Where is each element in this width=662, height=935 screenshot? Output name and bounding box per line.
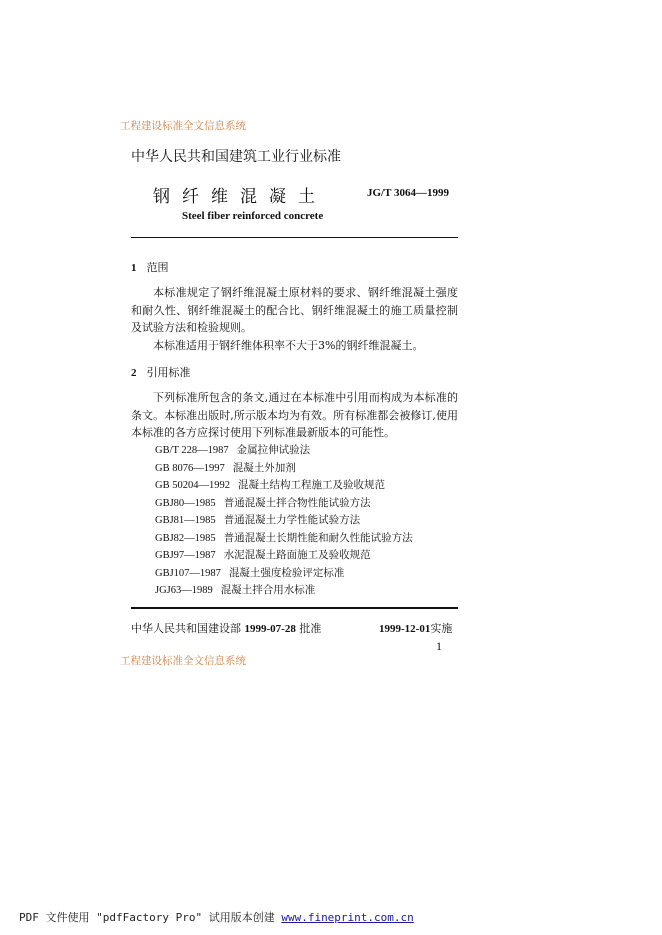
document-title-cn: 钢纤维混凝土 bbox=[153, 187, 327, 207]
page-number: 1 bbox=[436, 639, 442, 653]
section-1-heading bbox=[131, 259, 169, 275]
reference-item: GBJ82—1985 普通混凝土长期性能和耐久性能试验方法 bbox=[155, 531, 413, 544]
reference-item: GBJ81—1985 普通混凝土力学性能试验方法 bbox=[155, 514, 361, 526]
pdf-notice-text: PDF 文件使用 "pdfFactory Pro" 试用版本创建 bbox=[19, 911, 275, 924]
effective-line bbox=[379, 620, 452, 636]
section-2-body bbox=[131, 389, 458, 442]
section-2-paragraph: 下列标准所包含的条文,通过在本标准中引用而构成为本标准的条文。本标准出版时,所示版本均为有效。所有标准都会被修订,使用本标准的各方应探讨使用下列标准最新版本的可能性。 bbox=[131, 391, 458, 439]
reference-item: GB/T 228—1987 金属拉伸试验法 bbox=[155, 444, 311, 456]
reference-item: GB 8076—1997 混凝土外加剂 bbox=[155, 461, 296, 474]
approval-org: 中华人民共和国建设部 bbox=[131, 622, 241, 635]
reference-list bbox=[155, 442, 413, 600]
reference-item: GBJ80—1985 普通混凝土拌合物性能试验方法 bbox=[155, 496, 371, 509]
section-2-heading bbox=[131, 364, 191, 380]
watermark-bottom: 工程建设标准全文信息系统 bbox=[120, 655, 246, 667]
pdf-creator-notice bbox=[19, 909, 414, 925]
standard-code: JG/T 3064—1999 bbox=[367, 187, 450, 199]
approval-line bbox=[131, 620, 321, 636]
document-title-en: Steel fiber reinforced concrete bbox=[182, 210, 324, 222]
approval-word: 批准 bbox=[299, 622, 322, 635]
watermark-top: 工程建设标准全文信息系统 bbox=[120, 120, 246, 132]
effective-word: 实施 bbox=[430, 622, 453, 635]
issuing-organization: 中华人民共和国建筑工业行业标准 bbox=[131, 149, 341, 165]
reference-item: GB 50204—1992 混凝土结构工程施工及验收规范 bbox=[155, 479, 385, 491]
section-1-title: 范围 bbox=[146, 261, 169, 274]
section-2-title: 引用标准 bbox=[146, 366, 191, 379]
section-1-body bbox=[131, 284, 458, 354]
header-divider bbox=[131, 237, 458, 238]
section-2-number: 2 bbox=[131, 367, 137, 379]
effective-date: 1999-12-01 bbox=[379, 623, 431, 635]
reference-item: JGJ63—1989 混凝土拌合用水标准 bbox=[155, 584, 316, 596]
approval-date: 1999-07-28 bbox=[244, 623, 296, 635]
section-1-paragraph: 本标准规定了钢纤维混凝土原材料的要求、钢纤维混凝土强度和耐久性、钢纤维混凝土的配合比、钢纤维混凝土的施工质量控制及试验方法和检验规则。 bbox=[131, 286, 458, 334]
reference-item: GBJ97—1987 水泥混凝土路面施工及验收规范 bbox=[155, 549, 371, 561]
fineprint-link[interactable]: www.fineprint.com.cn bbox=[281, 911, 414, 924]
reference-item: GBJ107—1987 混凝土强度检验评定标准 bbox=[155, 566, 345, 579]
footer-divider bbox=[131, 607, 458, 609]
section-1-paragraph: 本标准适用于钢纤维体积率不大于3%的钢纤维混凝土。 bbox=[153, 338, 424, 352]
section-1-number: 1 bbox=[131, 262, 137, 274]
